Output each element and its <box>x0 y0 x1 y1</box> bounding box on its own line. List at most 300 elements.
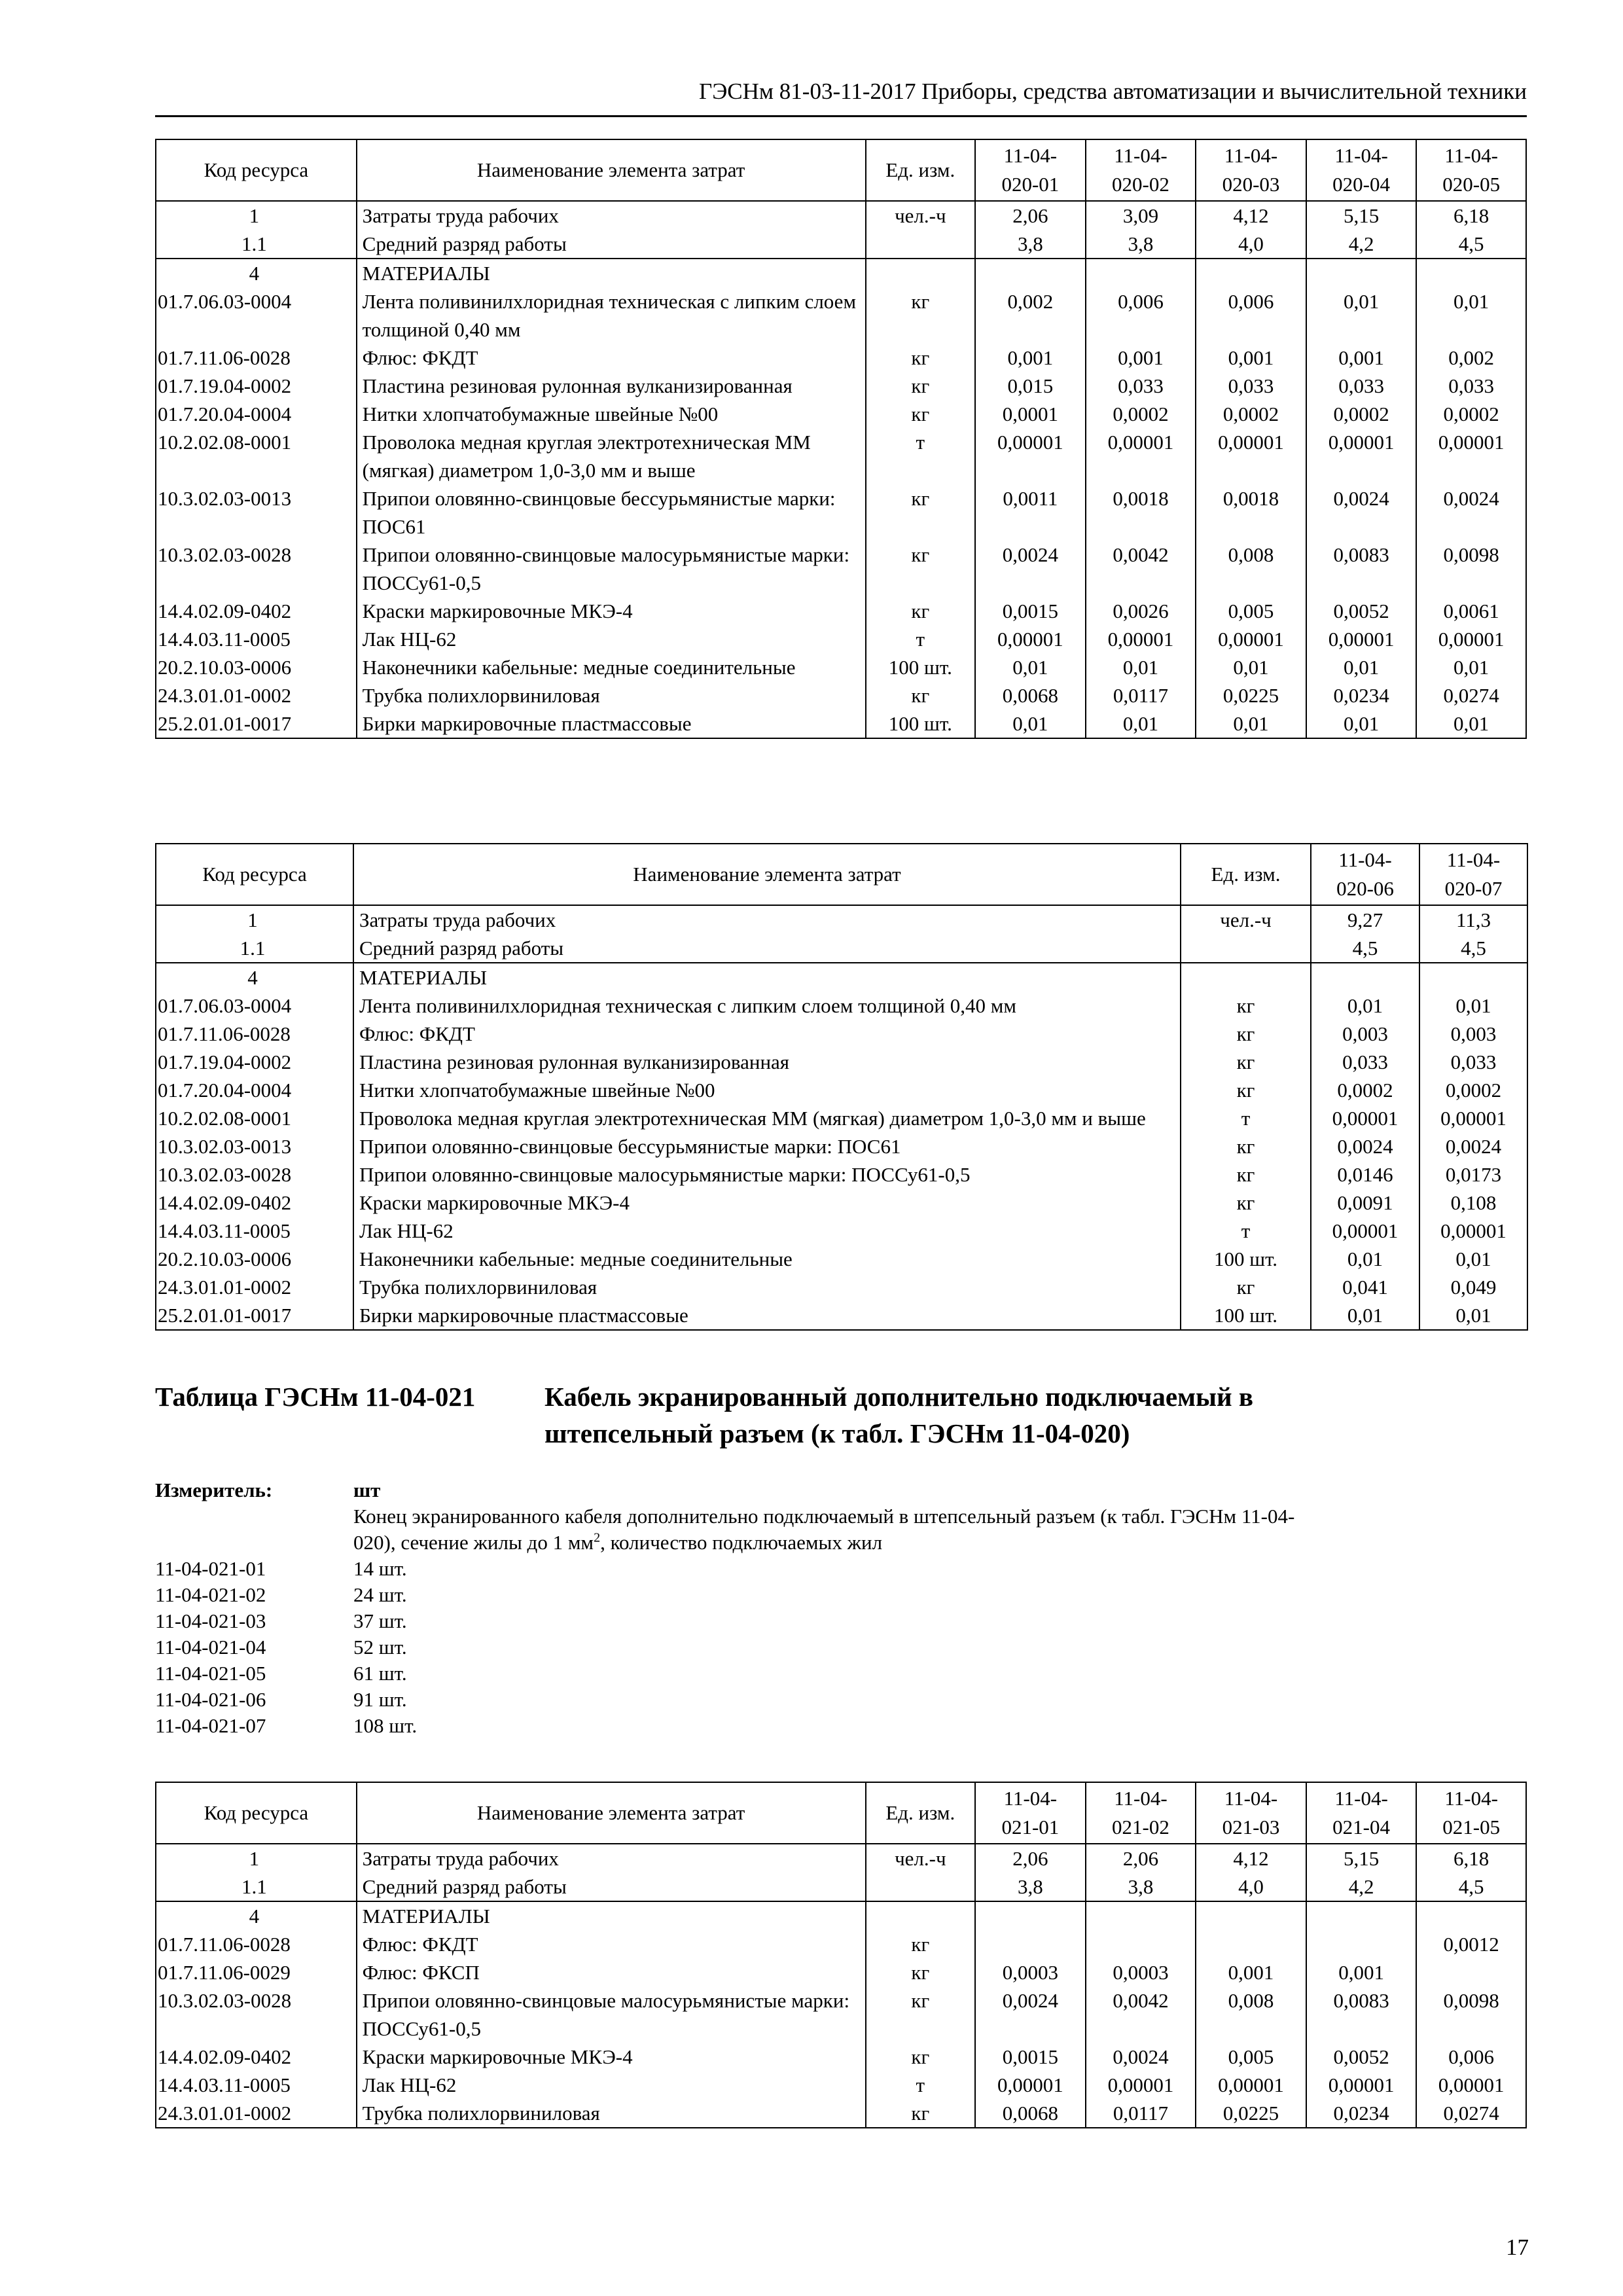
resource-value: 0,0274 <box>1416 2099 1526 2128</box>
resource-value: 0,0052 <box>1306 597 1417 625</box>
resource-name: Краски маркировочные МКЭ-4 <box>353 1189 1181 1217</box>
running-header: ГЭСНм 81-03-11-2017 Приборы, средства автоматизации и вычислительной техники <box>155 73 1527 117</box>
resource-code: 14.4.02.09-0402 <box>156 2043 357 2071</box>
resource-value: 0,005 <box>1196 2043 1306 2071</box>
resource-value: 0,033 <box>1416 372 1526 400</box>
resource-unit: кг <box>866 681 976 709</box>
resource-code: 10.3.02.03-0013 <box>156 1132 353 1160</box>
norm-code-part-1: 11-04- <box>1446 848 1501 871</box>
resource-unit: кг <box>866 1958 976 1986</box>
resource-unit: чел.-ч <box>1181 905 1311 934</box>
resource-unit: 100 шт. <box>866 709 976 738</box>
resource-value: 5,15 <box>1306 201 1417 230</box>
resource-code: 1.1 <box>156 1873 357 1901</box>
resource-value: 0,005 <box>1196 597 1306 625</box>
resource-code: 4 <box>156 1901 357 1930</box>
resource-unit: т <box>1181 1104 1311 1132</box>
resource-name: Бирки маркировочные пластмассовые <box>353 1301 1181 1330</box>
resource-value: 0,108 <box>1419 1189 1527 1217</box>
norm-item-code: 11-04-021-06 <box>155 1688 266 1711</box>
resource-code: 10.2.02.08-0001 <box>156 428 357 484</box>
table-row <box>156 372 1526 400</box>
resource-name: Нитки хлопчатобумажные швейные №00 <box>353 1076 1181 1104</box>
resource-unit: т <box>1181 1217 1311 1245</box>
col-header-norm-code <box>1196 1782 1306 1844</box>
resource-code: 4 <box>156 963 353 992</box>
col-header-norm-code <box>975 1782 1086 1844</box>
resource-value: 2,06 <box>1086 1844 1196 1873</box>
resource-name: Лента поливинилхлоридная техническая с липким слоем толщиной 0,40 мм <box>353 992 1181 1020</box>
norm-code-part-1: 11-04- <box>1114 144 1168 167</box>
resource-value: 0,003 <box>1419 1020 1527 1048</box>
resource-unit: кг <box>866 541 976 597</box>
resource-code: 14.4.03.11-0005 <box>156 1217 353 1245</box>
resource-value: 4,0 <box>1196 1873 1306 1901</box>
resource-value: 0,0015 <box>975 597 1086 625</box>
table-row <box>156 1020 1527 1048</box>
table-row <box>156 1301 1527 1330</box>
resource-name: Трубка полихлорвиниловая <box>357 681 866 709</box>
col-header-unit: Ед. изм. <box>1181 844 1311 905</box>
col-header-code: Код ресурса <box>156 1782 357 1844</box>
resource-code: 01.7.11.06-0028 <box>156 344 357 372</box>
resource-unit <box>866 1873 976 1901</box>
resource-code: 25.2.01.01-0017 <box>156 709 357 738</box>
resource-value: 0,033 <box>1086 372 1196 400</box>
col-header-norm-code <box>1419 844 1527 905</box>
resource-unit: кг <box>1181 1189 1311 1217</box>
table-row <box>156 709 1526 738</box>
resource-value <box>975 1930 1086 1958</box>
resource-value: 0,00001 <box>1311 1217 1419 1245</box>
table-row <box>156 963 1527 992</box>
col-header-norm-code <box>1086 139 1196 201</box>
resource-value: 0,00001 <box>1416 2071 1526 2099</box>
norm-code-part-2: 020-04 <box>1332 173 1390 196</box>
resource-unit: т <box>866 428 976 484</box>
resource-table-11-04-020-part2 <box>155 843 1528 1331</box>
resource-value: 0,0015 <box>975 2043 1086 2071</box>
resource-value: 0,001 <box>1196 344 1306 372</box>
resource-value: 0,01 <box>1196 653 1306 681</box>
resource-code: 14.4.02.09-0402 <box>156 597 357 625</box>
resource-unit: 100 шт. <box>1181 1245 1311 1273</box>
resource-value <box>1306 1930 1417 1958</box>
table-row <box>156 1273 1527 1301</box>
col-header-norm-code <box>1086 1782 1196 1844</box>
resource-value: 0,033 <box>1419 1048 1527 1076</box>
resource-value: 0,0024 <box>1419 1132 1527 1160</box>
table-row <box>156 2099 1526 2128</box>
measure-label: Измеритель: <box>155 1479 273 1501</box>
resource-code: 4 <box>156 259 357 287</box>
resource-value: 9,27 <box>1311 905 1419 934</box>
resource-name: Трубка полихлорвиниловая <box>357 2099 866 2128</box>
norm-item-code: 11-04-021-05 <box>155 1662 266 1685</box>
resource-value: 0,0002 <box>1196 400 1306 428</box>
resource-value <box>1416 259 1526 287</box>
resource-unit: кг <box>1181 1048 1311 1076</box>
section-title-line-1: Кабель экранированный дополнительно подключаемый в <box>544 1382 1254 1412</box>
table-row <box>156 625 1526 653</box>
measure-unit: шт <box>353 1479 381 1501</box>
resource-value: 0,0018 <box>1196 484 1306 541</box>
resource-value: 0,00001 <box>1416 428 1526 484</box>
col-header-code: Код ресурса <box>156 139 357 201</box>
resource-value: 0,001 <box>975 344 1086 372</box>
resource-value: 4,5 <box>1416 1873 1526 1901</box>
resource-code: 01.7.11.06-0028 <box>156 1930 357 1958</box>
resource-value: 0,00001 <box>1306 428 1417 484</box>
resource-code: 1 <box>156 1844 357 1873</box>
resource-code: 10.3.02.03-0028 <box>156 541 357 597</box>
resource-value: 6,18 <box>1416 201 1526 230</box>
resource-value: 0,006 <box>1086 287 1196 344</box>
resource-code: 10.3.02.03-0028 <box>156 1986 357 2043</box>
resource-value: 3,8 <box>975 230 1086 259</box>
resource-value: 0,01 <box>1306 653 1417 681</box>
resource-value: 0,001 <box>1196 1958 1306 1986</box>
resource-value: 0,00001 <box>1311 1104 1419 1132</box>
table-row <box>156 1104 1527 1132</box>
resource-unit: кг <box>866 484 976 541</box>
resource-value: 0,01 <box>1419 1245 1527 1273</box>
col-header-name: Наименование элемента затрат <box>357 1782 866 1844</box>
resource-code: 01.7.06.03-0004 <box>156 992 353 1020</box>
col-header-norm-code <box>1196 139 1306 201</box>
resource-code: 01.7.11.06-0028 <box>156 1020 353 1048</box>
resource-value: 0,033 <box>1196 372 1306 400</box>
resource-name: Проволока медная круглая электротехническая ММ (мягкая) диаметром 1,0-3,0 мм и выше <box>357 428 866 484</box>
col-header-norm-code <box>975 139 1086 201</box>
norm-code-part-2: 020-07 <box>1444 877 1503 900</box>
norm-code-part-1: 11-04- <box>1003 144 1058 167</box>
resource-unit: кг <box>866 597 976 625</box>
resource-value: 3,8 <box>1086 230 1196 259</box>
resource-unit: кг <box>1181 992 1311 1020</box>
resource-code: 01.7.06.03-0004 <box>156 287 357 344</box>
resource-code: 14.4.02.09-0402 <box>156 1189 353 1217</box>
resource-value: 0,01 <box>1419 1301 1527 1330</box>
table-row <box>156 1076 1527 1104</box>
resource-code: 14.4.03.11-0005 <box>156 2071 357 2099</box>
resource-value: 0,01 <box>1196 709 1306 738</box>
norm-item-code: 11-04-021-07 <box>155 1714 266 1737</box>
resource-value: 0,00001 <box>1086 428 1196 484</box>
resource-value: 0,00001 <box>1306 625 1417 653</box>
norm-code-part-1: 11-04- <box>1224 1787 1278 1810</box>
header-row <box>156 844 1527 905</box>
col-header-norm-code <box>1306 1782 1417 1844</box>
resource-table-11-04-021 <box>155 1782 1527 2128</box>
resource-name: Бирки маркировочные пластмассовые <box>357 709 866 738</box>
header-row <box>156 1782 1526 1844</box>
norm-item-quantity: 14 шт. <box>353 1557 407 1580</box>
table-row <box>156 428 1526 484</box>
resource-value: 0,002 <box>975 287 1086 344</box>
table-row <box>156 1873 1526 1901</box>
measure-description-line-1: Конец экранированного кабеля дополнительно подключаемый в штепсельный разъем (к табл. ГЭСНм 11-04- <box>353 1505 1295 1528</box>
resource-value: 0,01 <box>1306 287 1417 344</box>
norm-code-part-2: 020-02 <box>1112 173 1169 196</box>
resource-table-11-04-020-part1 <box>155 139 1527 739</box>
resource-value: 0,001 <box>1086 344 1196 372</box>
resource-code: 01.7.19.04-0002 <box>156 372 357 400</box>
norm-item-quantity: 52 шт. <box>353 1636 407 1659</box>
table-row <box>156 1930 1526 1958</box>
resource-name: Припои оловянно-свинцовые бессурьмянистые марки: ПОС61 <box>353 1132 1181 1160</box>
resource-name: Проволока медная круглая электротехническая ММ (мягкая) диаметром 1,0-3,0 мм и выше <box>353 1104 1181 1132</box>
norm-item-quantity: 24 шт. <box>353 1583 407 1606</box>
resource-value: 4,2 <box>1306 230 1417 259</box>
resource-name: Наконечники кабельные: медные соединительные <box>357 653 866 681</box>
resource-unit: кг <box>866 287 976 344</box>
resource-value: 0,0068 <box>975 681 1086 709</box>
resource-code: 01.7.19.04-0002 <box>156 1048 353 1076</box>
table-row <box>156 597 1526 625</box>
desc-text-b: , количество подключаемых жил <box>600 1531 883 1554</box>
resource-value: 0,0146 <box>1311 1160 1419 1189</box>
col-header-norm-code <box>1311 844 1419 905</box>
table-row <box>156 1986 1526 2043</box>
resource-code: 20.2.10.03-0006 <box>156 1245 353 1273</box>
resource-value: 0,0234 <box>1306 681 1417 709</box>
resource-value <box>1416 1901 1526 1930</box>
resource-name: Флюс: ФКДТ <box>357 1930 866 1958</box>
resource-value: 0,0024 <box>1306 484 1417 541</box>
resource-code: 1 <box>156 905 353 934</box>
resource-value: 0,00001 <box>1086 2071 1196 2099</box>
resource-unit: чел.-ч <box>866 1844 976 1873</box>
col-header-name: Наименование элемента затрат <box>353 844 1181 905</box>
resource-value: 0,0002 <box>1311 1076 1419 1104</box>
desc-superscript: 2 <box>594 1530 601 1545</box>
resource-value <box>1196 1930 1306 1958</box>
table-row <box>156 1901 1526 1930</box>
resource-value: 0,015 <box>975 372 1086 400</box>
resource-value: 0,0003 <box>1086 1958 1196 1986</box>
resource-value <box>1416 1958 1526 1986</box>
resource-value <box>1311 963 1419 992</box>
resource-name: Припои оловянно-свинцовые малосурьмянистые марки: ПОССу61-0,5 <box>357 1986 866 2043</box>
resource-code: 25.2.01.01-0017 <box>156 1301 353 1330</box>
resource-name: Нитки хлопчатобумажные швейные №00 <box>357 400 866 428</box>
resource-value: 0,00001 <box>1416 625 1526 653</box>
resource-unit: кг <box>866 372 976 400</box>
resource-value: 0,01 <box>1416 287 1526 344</box>
resource-name: МАТЕРИАЛЫ <box>353 963 1181 992</box>
norm-code-part-2: 021-03 <box>1222 1816 1280 1839</box>
norm-code-part-2: 020-06 <box>1336 877 1394 900</box>
resource-value: 3,09 <box>1086 201 1196 230</box>
resource-unit: 100 шт. <box>866 653 976 681</box>
resource-name: Затраты труда рабочих <box>357 201 866 230</box>
resource-unit: кг <box>866 344 976 372</box>
resource-name: Лак НЦ-62 <box>353 1217 1181 1245</box>
resource-value: 0,01 <box>1311 1245 1419 1273</box>
resource-unit: кг <box>1181 1160 1311 1189</box>
resource-value: 2,06 <box>975 201 1086 230</box>
table-row <box>156 1958 1526 1986</box>
col-header-unit: Ед. изм. <box>866 1782 976 1844</box>
resource-unit: кг <box>866 2043 976 2071</box>
resource-value: 0,0002 <box>1306 400 1417 428</box>
resource-unit: кг <box>1181 1273 1311 1301</box>
table-row <box>156 484 1526 541</box>
table-row <box>156 992 1527 1020</box>
table-row <box>156 681 1526 709</box>
resource-value: 0,0274 <box>1416 681 1526 709</box>
resource-value <box>1306 1901 1417 1930</box>
norm-code-part-2: 021-02 <box>1112 1816 1169 1839</box>
resource-value: 0,002 <box>1416 344 1526 372</box>
resource-value: 0,00001 <box>975 2071 1086 2099</box>
norm-code-part-2: 020-03 <box>1222 173 1280 196</box>
resource-value: 0,01 <box>975 709 1086 738</box>
page-number: 17 <box>1506 2234 1529 2260</box>
table-row <box>156 1245 1527 1273</box>
resource-value: 0,0068 <box>975 2099 1086 2128</box>
resource-name: Пластина резиновая рулонная вулканизированная <box>353 1048 1181 1076</box>
resource-value: 0,00001 <box>1419 1217 1527 1245</box>
resource-name: Краски маркировочные МКЭ-4 <box>357 597 866 625</box>
table-row <box>156 259 1526 287</box>
col-header-norm-code <box>1306 139 1417 201</box>
resource-value: 0,00001 <box>1196 625 1306 653</box>
resource-unit: кг <box>866 1986 976 2043</box>
table-row <box>156 1189 1527 1217</box>
resource-value: 0,00001 <box>1306 2071 1417 2099</box>
resource-value: 0,008 <box>1196 541 1306 597</box>
resource-value: 4,5 <box>1416 230 1526 259</box>
norm-item-quantity: 61 шт. <box>353 1662 407 1685</box>
resource-value: 0,00001 <box>1196 428 1306 484</box>
resource-value: 0,0234 <box>1306 2099 1417 2128</box>
resource-unit <box>866 230 976 259</box>
section-table-label: Таблица ГЭСНм 11-04-021 <box>155 1382 476 1412</box>
resource-code: 1.1 <box>156 230 357 259</box>
resource-name: МАТЕРИАЛЫ <box>357 1901 866 1930</box>
resource-value: 0,0225 <box>1196 2099 1306 2128</box>
resource-name: Затраты труда рабочих <box>353 905 1181 934</box>
resource-unit: кг <box>866 400 976 428</box>
resource-code: 01.7.20.04-0004 <box>156 400 357 428</box>
resource-code: 10.3.02.03-0028 <box>156 1160 353 1189</box>
norm-item-quantity: 37 шт. <box>353 1609 407 1632</box>
resource-value <box>1196 1901 1306 1930</box>
norm-item-code: 11-04-021-03 <box>155 1609 266 1632</box>
resource-name: Наконечники кабельные: медные соединительные <box>353 1245 1181 1273</box>
resource-unit <box>866 1901 976 1930</box>
resource-value: 4,12 <box>1196 1844 1306 1873</box>
resource-value: 0,006 <box>1196 287 1306 344</box>
resource-value: 0,01 <box>1416 709 1526 738</box>
resource-unit: чел.-ч <box>866 201 976 230</box>
resource-value: 0,0042 <box>1086 541 1196 597</box>
resource-value: 0,033 <box>1311 1048 1419 1076</box>
resource-value: 0,01 <box>1306 709 1417 738</box>
resource-value: 0,0012 <box>1416 1930 1526 1958</box>
resource-value: 0,0098 <box>1416 1986 1526 2043</box>
table-row <box>156 1160 1527 1189</box>
resource-value <box>1086 259 1196 287</box>
resource-value: 0,0003 <box>975 1958 1086 1986</box>
resource-value: 2,06 <box>975 1844 1086 1873</box>
resource-value: 0,006 <box>1416 2043 1526 2071</box>
resource-value: 0,0052 <box>1306 2043 1417 2071</box>
resource-value: 11,3 <box>1419 905 1527 934</box>
resource-value: 0,0024 <box>975 1986 1086 2043</box>
resource-value: 0,0117 <box>1086 2099 1196 2128</box>
norm-code-part-1: 11-04- <box>1444 1787 1498 1810</box>
resource-code: 24.3.01.01-0002 <box>156 1273 353 1301</box>
resource-name: Затраты труда рабочих <box>357 1844 866 1873</box>
resource-code: 01.7.20.04-0004 <box>156 1076 353 1104</box>
resource-value: 6,18 <box>1416 1844 1526 1873</box>
norm-item-code: 11-04-021-02 <box>155 1583 266 1606</box>
resource-unit: кг <box>1181 1132 1311 1160</box>
desc-text-a: 020), сечение жилы до 1 мм <box>353 1531 594 1554</box>
resource-value: 0,0026 <box>1086 597 1196 625</box>
col-header-code: Код ресурса <box>156 844 353 905</box>
table-row <box>156 1132 1527 1160</box>
resource-value: 0,049 <box>1419 1273 1527 1301</box>
resource-value <box>975 259 1086 287</box>
resource-value: 0,01 <box>1086 709 1196 738</box>
norm-code-part-1: 11-04- <box>1334 144 1388 167</box>
resource-value: 0,0024 <box>1416 484 1526 541</box>
resource-unit: т <box>866 2071 976 2099</box>
norm-code-part-2: 020-01 <box>1001 173 1060 196</box>
resource-value: 0,0098 <box>1416 541 1526 597</box>
resource-value <box>1419 963 1527 992</box>
resource-value: 0,01 <box>975 653 1086 681</box>
resource-code: 10.3.02.03-0013 <box>156 484 357 541</box>
resource-value: 0,00001 <box>1196 2071 1306 2099</box>
table-row <box>156 541 1526 597</box>
resource-code: 24.3.01.01-0002 <box>156 681 357 709</box>
resource-name: Пластина резиновая рулонная вулканизированная <box>357 372 866 400</box>
resource-name: Лента поливинилхлоридная техническая с липким слоем толщиной 0,40 мм <box>357 287 866 344</box>
table-row <box>156 1844 1526 1873</box>
table-row <box>156 1217 1527 1245</box>
col-header-unit: Ед. изм. <box>866 139 976 201</box>
norm-code-part-1: 11-04- <box>1003 1787 1058 1810</box>
resource-unit: кг <box>866 2099 976 2128</box>
resource-value: 0,001 <box>1306 344 1417 372</box>
resource-value: 0,0018 <box>1086 484 1196 541</box>
norm-code-part-1: 11-04- <box>1338 848 1392 871</box>
table-row <box>156 1048 1527 1076</box>
resource-unit: 100 шт. <box>1181 1301 1311 1330</box>
resource-value: 0,0225 <box>1196 681 1306 709</box>
resource-name: МАТЕРИАЛЫ <box>357 259 866 287</box>
table-row <box>156 2071 1526 2099</box>
resource-code: 10.2.02.08-0001 <box>156 1104 353 1132</box>
resource-code: 1.1 <box>156 934 353 963</box>
resource-value: 0,008 <box>1196 1986 1306 2043</box>
norm-item-code: 11-04-021-04 <box>155 1636 266 1659</box>
resource-value: 0,0117 <box>1086 681 1196 709</box>
resource-unit: т <box>866 625 976 653</box>
resource-value: 0,0002 <box>1416 400 1526 428</box>
resource-name: Флюс: ФКДТ <box>357 344 866 372</box>
resource-value: 0,0173 <box>1419 1160 1527 1189</box>
norm-code-part-2: 021-05 <box>1442 1816 1501 1839</box>
resource-value: 0,00001 <box>975 428 1086 484</box>
col-header-name: Наименование элемента затрат <box>357 139 866 201</box>
resource-value <box>1086 1901 1196 1930</box>
